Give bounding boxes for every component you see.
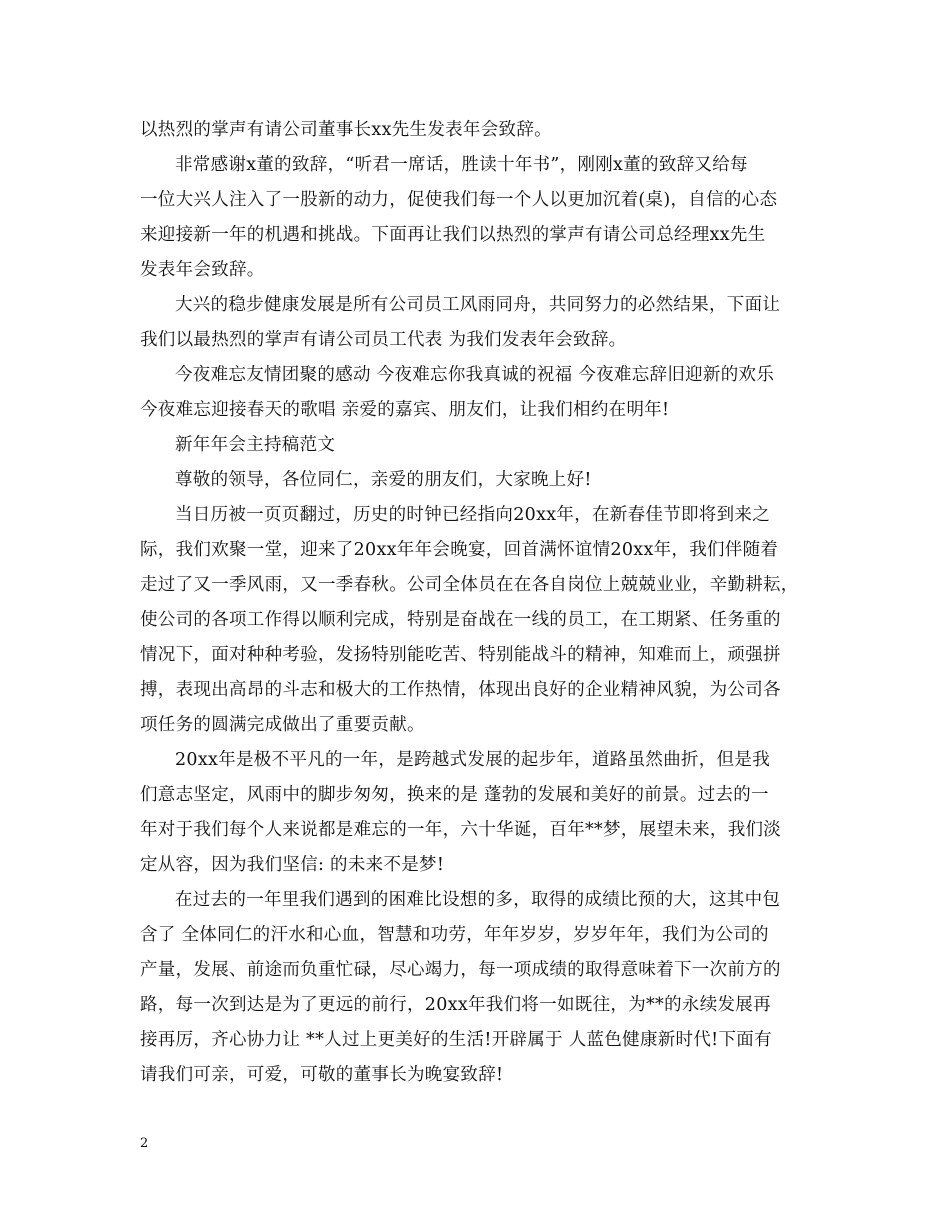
text-line: 接再厉，齐心协力让 **人过上更美好的生活!开辟属于 人蓝色健康新时代!下面有	[140, 1030, 772, 1050]
text-line: 搏，表现出高昂的斗志和极大的工作热情，体现出良好的企业精神风貌，为公司各	[140, 680, 781, 700]
text-line: 走过了又一季风雨，又一季春秋。公司全体员在在各自岗位上兢兢业业，辛勤耕耘，	[140, 575, 799, 595]
text-line: 请我们可亲，可爱，可敬的董事长为晚宴致辞!	[140, 1065, 504, 1085]
text-line: 我们以最热烈的掌声有请公司员工代表 为我们发表年会致辞。	[140, 330, 627, 350]
text-line: 来迎接新一年的机遇和挑战。下面再让我们以热烈的掌声有请公司总经理xx先生	[140, 225, 766, 245]
page-number: 2	[140, 1136, 149, 1151]
body-text	[140, 113, 820, 1093]
text-line: 非常感谢x董的致辞，“听君一席话，胜读十年书”，刚刚x董的致辞又给每	[175, 155, 748, 175]
text-line: 情况下，面对种种考验，发扬特别能吃苦、特别能战斗的精神，知难而上，顽强拼	[140, 645, 781, 665]
text-line: 使公司的各项工作得以顺利完成，特别是奋战在一线的员工，在工期紧、任务重的	[140, 610, 781, 630]
text-line: 年对于我们每个人来说都是难忘的一年，六十华诞，百年**梦，展望未来，我们淡	[140, 820, 782, 840]
text-line: 路，每一次到达是为了更远的前行，20xx年我们将一如既往，为**的永续发展再	[140, 995, 771, 1015]
text-line: 今夜难忘友情团聚的感动 今夜难忘你我真诚的祝福 今夜难忘辞旧迎新的欢乐	[175, 365, 775, 385]
text-line: 以热烈的掌声有请公司董事长xx先生发表年会致辞。	[140, 120, 552, 140]
text-line: 产量，发展、前途而负重忙碌，尽心竭力，每一项成绩的取得意味着下一次前方的	[140, 960, 781, 980]
text-line: 发表年会致辞。	[140, 260, 265, 280]
text-line: 尊敬的领导，各位同仁，亲爱的朋友们，大家晚上好!	[175, 470, 592, 490]
text-line: 在过去的一年里我们遇到的困难比设想的多，取得的成绩比预的大，这其中包	[175, 890, 781, 910]
text-line: 新年年会主持稿范文	[175, 435, 336, 455]
text-line: 今夜难忘迎接春天的歌唱 亲爱的嘉宾、朋友们，让我们相约在明年!	[140, 400, 670, 420]
text-line: 当日历被一页页翻过，历史的时钟已经指向20xx年，在新春佳节即将到来之	[175, 505, 771, 525]
text-line: 20xx年是极不平凡的一年，是跨越式发展的起步年，道路虽然曲折，但是我	[175, 750, 771, 770]
text-line: 含了 全体同仁的汗水和心血，智慧和功劳，年年岁岁，岁岁年年，我们为公司的	[140, 925, 769, 945]
text-line: 们意志坚定，风雨中的脚步匆匆，换来的是 蓬勃的发展和美好的前景。过去的一	[140, 785, 769, 805]
text-line: 大兴的稳步健康发展是所有公司员工风雨同舟，共同努力的必然结果，下面让	[175, 295, 781, 315]
text-line: 项任务的圆满完成做出了重要贡献。	[140, 715, 425, 735]
text-line: 际，我们欢聚一堂，迎来了20xx年年会晚宴，回首满怀谊情20xx年，我们伴随着	[140, 540, 779, 560]
text-line: 一位大兴人注入了一股新的动力，促使我们每一个人以更加沉着(桌)，自信的心态	[140, 190, 778, 210]
text-line: 定从容，因为我们坚信: 的未来不是梦!	[140, 855, 445, 875]
